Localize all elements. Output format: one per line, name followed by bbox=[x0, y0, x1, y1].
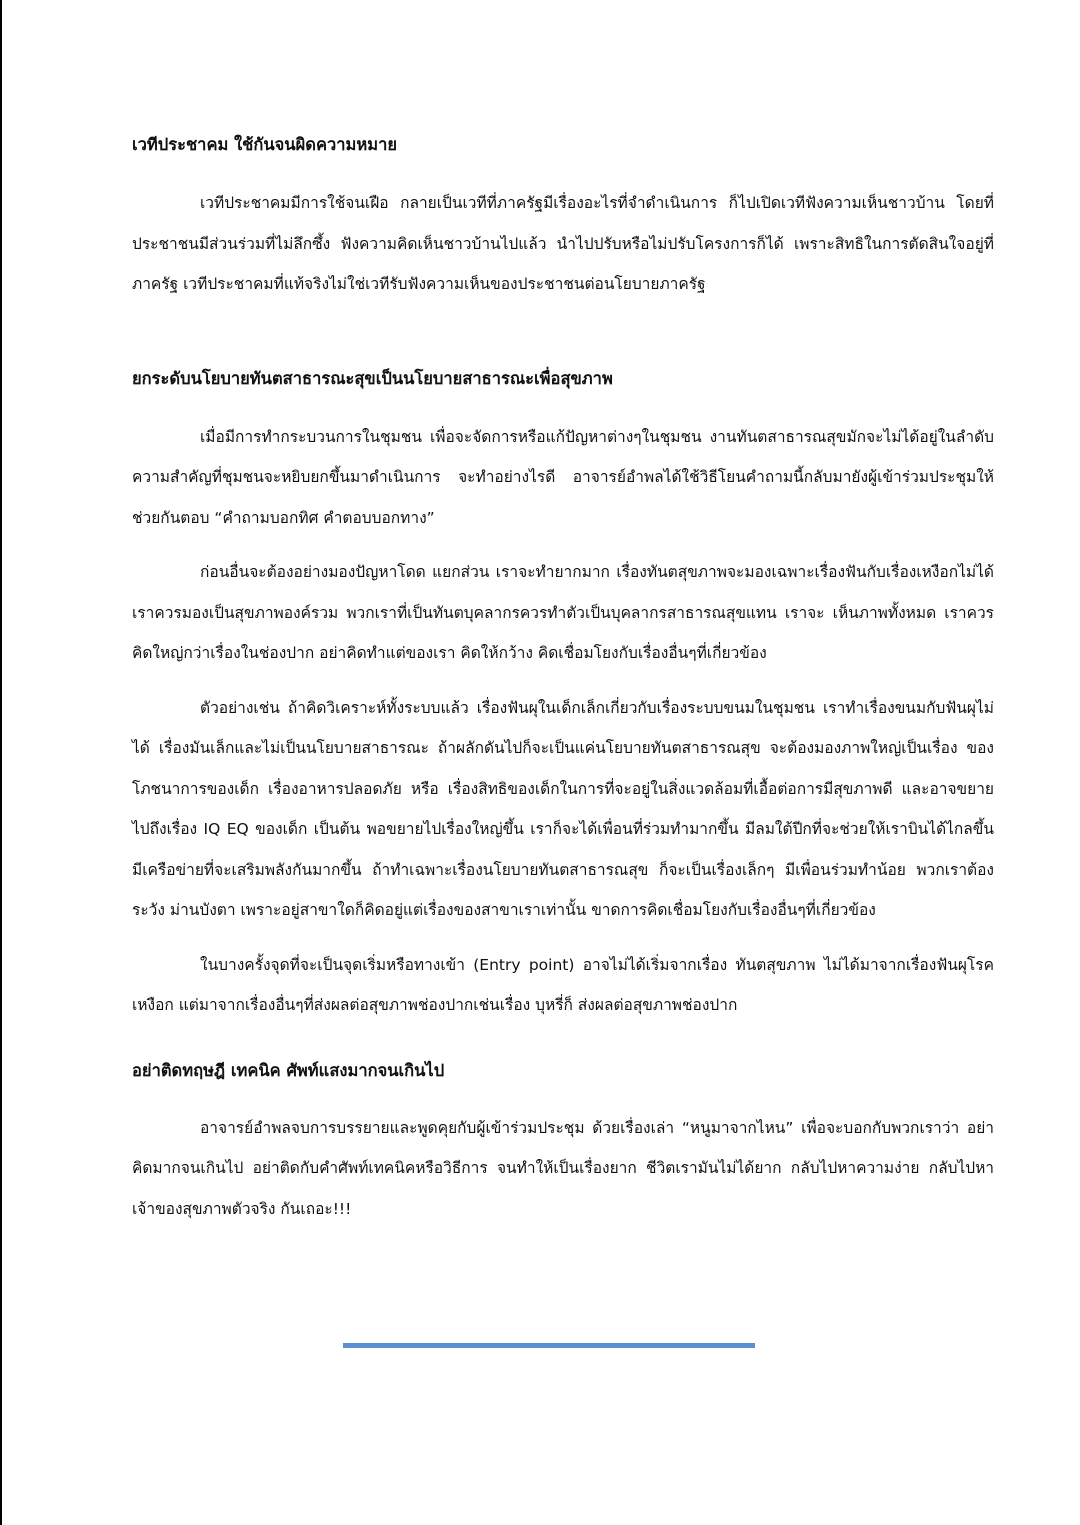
section-heading-forum: เวทีประชาคม ใช้กันจนผิดความหมาย bbox=[132, 135, 398, 154]
paragraph-policy-3: ตัวอย่างเช่น ถ้าคิดวิเคราะห์ทั้งระบบแล้ว เรื่องฟันผุในเด็กเล็กเกี่ยวกับเรื่องระบบขนมในชุมชน เราทำเรื่องขนมกับฟันผุไม่ได้ เรื่องมันเล็กและไม่เป็นนโยบายสาธารณะ ถ้าผลักดันไปก็จะเป็นแค่นโยบายทันตสาธารณสุข จะต้องมองภาพใหญ่เป็นเรื่อง ของโภชนาการของเด็ก เรื่องอาหารปลอดภัย หรือ เรื่องสิทธิของเด็กในการที่จะอยู่ในสิ่งแวดล้อมที่เอื้อต่อการมีสุขภาพดี และอาจขยายไปถึงเรื่อง IQ EQ ของเด็ก เป็นต้น พอขยายไปเรื่องใหญ่ขึ้น เราก็จะได้เพื่อนที่ร่วมทำมากขึ้น มีลมใต้ปีกที่จะช่วยให้เราบินได้ไกลขึ้น มีเครือข่ายที่จะเสริมพลังกันมากขึ้น ถ้าทำเฉพาะเรื่องนโยบายทันตสาธารณสุข ก็จะเป็นเรื่องเล็กๆ มีเพื่อนร่วมทำน้อย พวกเราต้องระวัง ม่านบังตา เพราะอยู่สาขาใดก็คิดอยู่แต่เรื่องของสาขาเราเท่านั้น ขาดการคิดเชื่อมโยงกับเรื่องอื่นๆที่เกี่ยวข้อง bbox=[132, 698, 994, 919]
document-body bbox=[132, 128, 994, 1229]
section-heading-policy: ยกระดับนโยบายทันตสาธารณะสุขเป็นนโยบายสาธารณะเพื่อสุขภาพ bbox=[132, 368, 613, 388]
paragraph-policy-4: ในบางครั้งจุดที่จะเป็นจุดเริ่มหรือทางเข้า (Entry point) อาจไม่ได้เริ่มจากเรื่อง ทันตสุขภาพ ไม่ได้มาจากเรื่องฟันผุโรคเหงือก แต่มาจากเรื่องอื่นๆที่ส่งผลต่อสุขภาพช่องปากเช่นเรื่อง บุหรี่ก็ ส่งผลต่อสุขภาพช่องปาก bbox=[132, 955, 994, 1014]
horizontal-divider bbox=[343, 1343, 755, 1348]
paragraph-policy-2: ก่อนอื่นจะต้องอย่างมองปัญหาโดด แยกส่วน เราจะทำยากมาก เรื่องทันตสุขภาพจะมองเฉพาะเรื่องฟันกับเรื่องเหงือกไม่ได้ เราควรมองเป็นสุขภาพองค์รวม พวกเราที่เป็นทันตบุคลากรควรทำตัวเป็นบุคลากรสาธารณสุขแทน เราจะ เห็นภาพทั้งหมด เราควรคิดใหญ่กว่าเรื่องในช่องปาก อย่าคิดทำแต่ของเรา คิดให้กว้าง คิดเชื่อมโยงกับเรื่องอื่นๆที่เกี่ยวข้อง bbox=[132, 563, 994, 662]
paragraph-forum: เวทีประชาคมมีการใช้จนเฝือ กลายเป็นเวทีที่ภาครัฐมีเรื่องอะไรที่จำดำเนินการ ก็ไปเปิดเวทีฟังความเห็นชาวบ้าน โดยที่ประชาชนมีส่วนร่วมที่ไม่ลึกซึ้ง ฟังความคิดเห็นชาวบ้านไปแล้ว นำไปปรับหรือไม่ปรับโครงการก็ได้ เพราะสิทธิในการตัดสินใจอยู่ที่ภาครัฐ เวทีประชาคมที่แท้จริงไม่ใช่เวทีรับฟังความเห็นของประชาชนต่อนโยบายภาครัฐ bbox=[132, 194, 994, 293]
paragraph-theory: อาจารย์อำพลจบการบรรยายและพูดคุยกับผู้เข้าร่วมประชุม ด้วยเรื่องเล่า “หนูมาจากไหน” เพื่อจะบอกกับพวกเราว่า อย่าคิดมากจนเกินไป อย่าติดกับคำศัพท์เทคนิคหรือวิธีการ จนทำให้เป็นเรื่องยาก ชีวิตเรามันไม่ได้ยาก กลับไปหาความง่าย กลับไปหาเจ้าของสุขภาพตัวจริง กันเถอะ!!! bbox=[132, 1118, 994, 1218]
section-heading-theory: อย่าติดทฤษฎี เทคนิค ศัพท์แสงมากจนเกินไป bbox=[132, 1060, 445, 1080]
paragraph-policy-1: เมื่อมีการทำกระบวนการในชุมชน เพื่อจะจัดการหรือแก้ปัญหาต่างๆในชุมชน งานทันตสาธารณสุขมักจะไม่ได้อยู่ในลำดับความสำคัญที่ชุมชนจะหยิบยกขึ้นมาดำเนินการ จะทำอย่างไรดี อาจารย์อำพลได้ใช้วิธีโยนคำถามนี้กลับมายังผู้เข้าร่วมประชุมให้ช่วยกันตอบ “คำถามบอกทิศ คำตอบบอกทาง” bbox=[132, 427, 994, 527]
